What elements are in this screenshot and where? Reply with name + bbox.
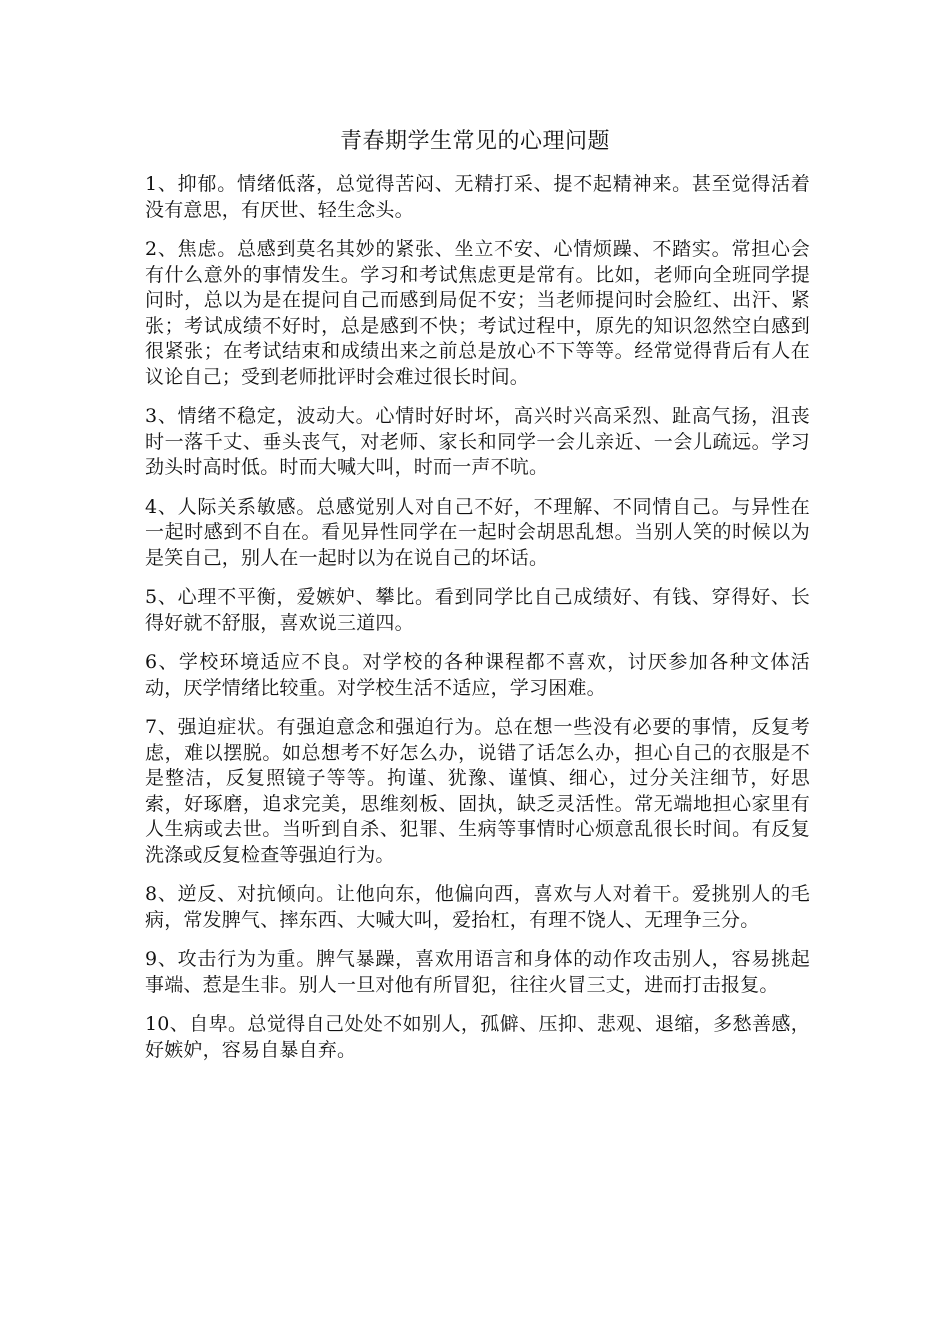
paragraph-6: 6、学校环境适应不良。对学校的各种课程都不喜欢，讨厌参加各种文体活动，厌学情绪比较重。对学校生活不适应，学习困难。 bbox=[145, 651, 810, 699]
paragraph-8: 8、逆反、对抗倾向。让他向东，他偏向西，喜欢与人对着干。爱挑别人的毛病，常发脾气、摔东西、大喊大叫，爱抬杠，有理不饶人、无理争三分。 bbox=[145, 883, 810, 931]
paragraph-3: 3、情绪不稳定，波动大。心情时好时坏，高兴时兴高采烈、趾高气扬，沮丧时一落千丈、垂头丧气，对老师、家长和同学一会儿亲近、一会儿疏远。学习劲头时高时低。时而大喊大叫，时而一声不吭。 bbox=[145, 405, 810, 478]
paragraph-2: 2、焦虑。总感到莫名其妙的紧张、坐立不安、心情烦躁、不踏实。常担心会有什么意外的事情发生。学习和考试焦虑更是常有。比如，老师向全班同学提问时，总以为是在提问自己而感到局促不安；当老师提问时会脸红、出汗、紧张；考试成绩不好时，总是感到不快；考试过程中，原先的知识忽然空白感到很紧张；在考试结束和成绩出来之前总是放心不下等等。经常觉得背后有人在议论自己；受到老师批评时会难过很长时间。 bbox=[145, 238, 810, 388]
paragraph-1: 1、抑郁。情绪低落，总觉得苦闷、无精打采、提不起精神来。甚至觉得活着没有意思，有厌世、轻生念头。 bbox=[145, 173, 810, 221]
document-title: 青春期学生常见的心理问题 bbox=[339, 129, 610, 154]
paragraph-9: 9、攻击行为为重。脾气暴躁，喜欢用语言和身体的动作攻击别人，容易挑起事端、惹是生非。别人一旦对他有所冒犯，往往火冒三丈，进而打击报复。 bbox=[145, 948, 810, 996]
paragraph-5: 5、心理不平衡，爱嫉妒、攀比。看到同学比自己成绩好、有钱、穿得好、长得好就不舒服，喜欢说三道四。 bbox=[145, 586, 810, 634]
paragraph-4: 4、人际关系敏感。总感觉别人对自己不好，不理解、不同情自己。与异性在一起时感到不自在。看见异性同学在一起时会胡思乱想。当别人笑的时候以为是笑自己，别人在一起时以为在说自己的坏话。 bbox=[145, 495, 810, 569]
paragraph-10: 10、自卑。总觉得自己处处不如别人，孤僻、压抑、悲观、退缩，多愁善感，好嫉妒，容易自暴自弃。 bbox=[145, 1013, 810, 1061]
document-body bbox=[145, 172, 810, 1077]
paragraph-7: 7、强迫症状。有强迫意念和强迫行为。总在想一些没有必要的事情，反复考虑，难以摆脱。如总想考不好怎么办，说错了话怎么办，担心自己的衣服是不是整洁，反复照镜子等等。拘谨、犹豫、谨慎、细心，过分关注细节，好思索，好琢磨，追求完美，思维刻板、固执，缺乏灵活性。常无端地担心家里有人生病或去世。当听到自杀、犯罪、生病等事情时心烦意乱很长时间。有反复洗涤或反复检查等强迫行为。 bbox=[145, 716, 810, 866]
